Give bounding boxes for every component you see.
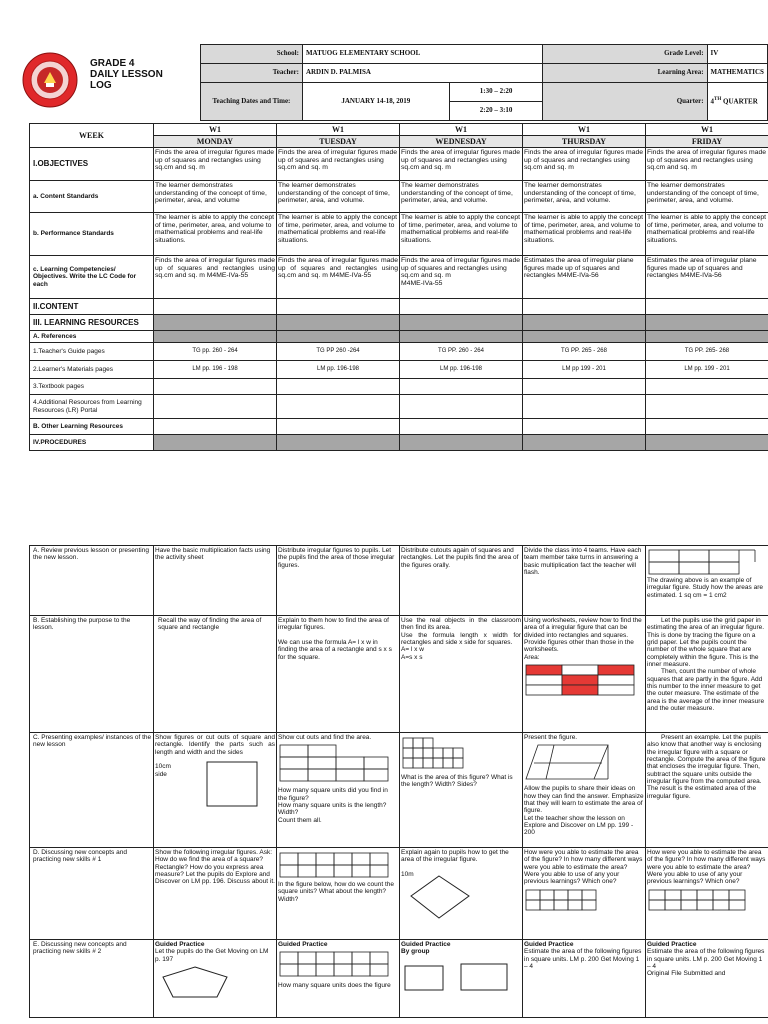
proc-c-thu-text-3: Let the teacher show the lesson on Explore and Discover on LM pp. 199 - 200 <box>524 814 634 837</box>
grade-level-label: Grade Level: <box>543 45 707 64</box>
content-wed <box>400 299 523 315</box>
proc-c-fri: Present an example. Let the pupils also know that another way is enclosing the irregular figure with a square or rectangle. Compute the area of the figure that encloses the irregular figure. Then, subtract the square units outside the irregular figure from the computed area. The result is the estimated area of the irregular figure. <box>646 733 768 848</box>
school-label: School: <box>201 45 303 64</box>
day-tuesday: TUESDAY <box>277 136 400 148</box>
proc-e-tue <box>277 940 400 1018</box>
proc-e-fri-heading: Guided Practice <box>647 941 697 948</box>
week-tue: W1 <box>277 124 400 136</box>
irregular-figure-grid <box>647 549 757 575</box>
content-std-wed: The learner demonstrates understanding of the concept of time, perimeter, area, and volume. <box>400 181 523 213</box>
proc-d-mon: Show the following irregular figures. Ask: How do we find the area of a square? Rectangle? How do you express area measure? Let the pupils do Explore and Discover on LM pp. 196. Discuss about it. <box>154 848 277 940</box>
content-thu <box>523 299 646 315</box>
lm-pages-fri: LM pp. 199 - 201 <box>646 361 768 379</box>
competency-wed <box>400 256 523 299</box>
proc-c-mon-side: side <box>155 770 167 778</box>
learning-area-label: Learning Area: <box>543 64 707 83</box>
additional-tue <box>277 395 400 419</box>
small-grid-figure <box>401 736 513 772</box>
other-mon <box>154 419 277 435</box>
proc-c-thu <box>523 733 646 848</box>
objectives-tue: Finds the area of irregular figures made up of squares and rectangles using sq.cm and sq. m <box>277 148 400 181</box>
procedures-mon <box>154 435 277 451</box>
proc-c-thu-text-2: Allow the pupils to share their ideas on how they can find the answer. Emphasize that they will learn to estimate the area of figure. <box>524 785 644 815</box>
proc-c-tue-text-1: Show cut outs and find the area. <box>278 734 372 741</box>
proc-c-tue-text-4: Count them all. <box>278 816 322 824</box>
proc-c-wed <box>400 733 523 848</box>
content-std-tue: The learner demonstrates understanding of the concept of time, perimeter, area, and volume. <box>277 181 400 213</box>
proc-c-mon <box>154 733 277 848</box>
proc-b-wed <box>400 616 523 733</box>
perf-std-wed: The learner is able to apply the concept of time, perimeter, area, and volume to mathematical problems and real-life situations. <box>400 213 523 256</box>
content-standards-label: a. Content Standards <box>30 181 154 213</box>
lesson-table <box>29 123 768 451</box>
competency-fri: Estimates the area of irregular plane figures made up of squares and rectangles M4ME-IVa-56 <box>646 256 768 299</box>
d-grid-figure <box>278 851 390 879</box>
week-label: WEEK <box>30 124 154 148</box>
proc-c-tue-text-2: How many square units did you find in the figure? <box>278 787 388 802</box>
proc-e-mon <box>154 940 277 1018</box>
tg-pages-mon: TG pp. 260 - 264 <box>154 343 277 361</box>
competency-tue: Finds the area of irregular figures made up of squares and rectangles using sq.cm and sq. m M4ME-IVa-55 <box>277 256 400 299</box>
proc-b-wed-text-3: A= l x w <box>401 646 424 654</box>
references-tue <box>277 331 400 343</box>
pentagon-figure <box>155 965 267 999</box>
objectives-fri: Finds the area of irregular figures made up of squares and rectangles using sq.cm and sq. m <box>646 148 768 181</box>
time-2: 2:20 – 3:10 <box>449 102 543 121</box>
additional-thu <box>523 395 646 419</box>
proc-a-label: A. Review previous lesson or presenting the new lesson. <box>30 546 154 616</box>
additional-fri <box>646 395 768 419</box>
proc-e-thu-text: Estimate the area of the following figures in square units. LM p. 200 Get Moving 1 – 4 <box>524 948 642 971</box>
proc-b-thu-area: Area: <box>524 653 540 661</box>
day-thursday: THURSDAY <box>523 136 646 148</box>
learning-area-value: MATHEMATICS <box>707 64 767 83</box>
content-fri <box>646 299 768 315</box>
proc-d-wed-text-2: 10m <box>401 871 414 879</box>
proc-a-fri <box>646 546 768 616</box>
other-tue <box>277 419 400 435</box>
proc-e-tue-text: How many square units does the figure <box>278 982 391 990</box>
perf-std-thu: The learner is able to apply the concept of time, perimeter, area, and volume to mathematical problems and real-life situations. <box>523 213 646 256</box>
proc-d-wed-text-1: Explain again to pupils how to get the area of the irregular figure. <box>401 849 509 864</box>
additional-wed <box>400 395 523 419</box>
title-line-2: DAILY LESSON <box>90 69 163 81</box>
proc-b-thu <box>523 616 646 733</box>
school-logo <box>22 52 78 108</box>
proc-c-tue <box>277 733 400 848</box>
references-thu <box>523 331 646 343</box>
proc-e-fri-text-2: Original File Submitted and <box>647 970 726 978</box>
additional-mon <box>154 395 277 419</box>
objectives-mon: Finds the area of irregular figures made up of squares and rectangles using sq.cm and sq. m <box>154 148 277 181</box>
header-info-table <box>200 44 768 121</box>
other-resources-label: B. Other Learning Resources <box>30 419 154 435</box>
competency-thu: Estimates the area of irregular plane figures made up of squares and rectangles M4ME-IVa-56 <box>523 256 646 299</box>
textbook-tue <box>277 379 400 395</box>
proc-b-tue-text-1: Explain to them how to find the area of irregular figures. <box>278 617 389 632</box>
lm-pages-wed: LM pp. 196-198 <box>400 361 523 379</box>
proc-b-mon: Recall the way of finding the area of square and rectangle <box>154 616 277 733</box>
day-wednesday: WEDNESDAY <box>400 136 523 148</box>
other-thu <box>523 419 646 435</box>
content-std-thu: The learner demonstrates understanding of the concept of time, perimeter, area, and volume. <box>523 181 646 213</box>
proc-b-tue <box>277 616 400 733</box>
references-mon <box>154 331 277 343</box>
proc-d-wed <box>400 848 523 940</box>
proc-d-thu <box>523 848 646 940</box>
dates-label: Teaching Dates and Time: <box>201 83 303 121</box>
resources-label: III. LEARNING RESOURCES <box>30 315 154 331</box>
other-wed <box>400 419 523 435</box>
proc-e-wed-heading: Guided Practice <box>401 941 451 948</box>
proc-d-label: D. Discussing new concepts and practicing new skills # 1 <box>30 848 154 940</box>
proc-e-thu-heading: Guided Practice <box>524 941 574 948</box>
proc-a-fri-text: The drawing above is an example of irregular figure. Study how the areas are estimated. 1 sq cm = 1 cm2 <box>647 577 763 599</box>
proc-d-tue <box>277 848 400 940</box>
grid-figure <box>278 743 390 785</box>
proc-c-mon-text: Show figures or cut outs of square and rectangle. Identify the parts such as length and width and the sides <box>155 734 275 756</box>
competency-mon: Finds the area of irregular figures made up of squares and rectangles using sq.cm and sq. m M4ME-IVa-55 <box>154 256 277 299</box>
e-grid-figure <box>278 950 390 980</box>
proc-b-fri <box>646 616 768 733</box>
proc-d-fri <box>646 848 768 940</box>
proc-c-thu-text-1: Present the figure. <box>524 734 578 741</box>
e-wed-shapes <box>401 958 513 992</box>
perf-std-mon: The learner is able to apply the concept of time, perimeter, area, and volume to mathematical problems and real-life situations. <box>154 213 277 256</box>
red-grid-figure <box>524 663 636 699</box>
performance-standards-label: b. Performance Standards <box>30 213 154 256</box>
additional-resources-label: 4.Additional Resources from Learning Resources (LR) Portal <box>30 395 154 419</box>
content-tue <box>277 299 400 315</box>
content-mon <box>154 299 277 315</box>
objectives-thu: Finds the area of irregular figures made up of squares and rectangles using sq.cm and sq. m <box>523 148 646 181</box>
proc-e-tue-heading: Guided Practice <box>278 941 328 948</box>
school-value: MATUOG ELEMENTARY SCHOOL <box>302 45 543 64</box>
proc-c-label: C. Presenting examples/ instances of the new lesson <box>30 733 154 848</box>
proc-b-wed-text-4: A=s x s <box>401 653 423 661</box>
proc-c-tue-text-3: How many square units is the length? Width? <box>278 802 387 817</box>
square-figure <box>205 760 265 810</box>
proc-a-tue: Distribute irregular figures to pupils. Let the pupils find the area of those irregular figures. <box>277 546 400 616</box>
proc-d-thu-text: How were you able to estimate the area of the figure? In how many different ways were you able to estimate the area? Were you able to use of any your previous learnings? Which one? <box>524 849 643 886</box>
procedures-wed <box>400 435 523 451</box>
week-wed: W1 <box>400 124 523 136</box>
procedures-table <box>29 545 768 1018</box>
proc-e-mon-text: Let the pupils do the Get Moving on LM p. 197 <box>155 948 269 963</box>
parallelogram-figure <box>524 743 636 783</box>
tg-pages-wed: TG PP. 260 - 264 <box>400 343 523 361</box>
proc-c-wed-text: What is the area of this figure? What is the length? Width? Sides? <box>401 774 513 789</box>
week-thu: W1 <box>523 124 646 136</box>
objectives-label: I.OBJECTIVES <box>30 148 154 181</box>
proc-b-fri-text-1: Let the pupils use the grid paper in estimating the area of an irregular figure. This is done by tracing the figure on a grid paper. Let the pupils count the number of the whole square that are completely within the figure. This is the inner measure. <box>647 617 765 669</box>
textbook-fri <box>646 379 768 395</box>
resources-tue <box>277 315 400 331</box>
proc-d-tue-text: In the figure below, how do we count the square units? What about the length? Width? <box>278 881 394 903</box>
competency-wed-code: M4ME-IVa-55 <box>401 280 443 288</box>
time-1: 1:30 – 2:20 <box>449 83 543 102</box>
resources-fri <box>646 315 768 331</box>
tg-pages-thu: TG PP. 265 - 268 <box>523 343 646 361</box>
lm-pages-thu: LM pp 199 - 201 <box>523 361 646 379</box>
references-label: A. References <box>30 331 154 343</box>
tg-pages-label: 1.Teacher's Guide pages <box>30 343 154 361</box>
procedures-fri <box>646 435 768 451</box>
d-thu-grid-figure <box>524 888 636 914</box>
proc-e-wed-text: By group <box>401 948 430 956</box>
proc-e-label: E. Discussing new concepts and practicing new skills # 2 <box>30 940 154 1018</box>
proc-e-fri-text: Estimate the area of the following figures in square units. LM p. 200 Get Moving 1 – 4 <box>647 948 765 971</box>
proc-e-wed <box>400 940 523 1018</box>
procedures-thu <box>523 435 646 451</box>
proc-b-wed-text-2: Use the formula length x width for rectangles and side x side for squares. <box>401 631 521 647</box>
resources-mon <box>154 315 277 331</box>
proc-b-fri-text-2: Then, count the number of whole squares that are partly in the figure. Add this number to the inner measure to get the outer measure. The estimate of the area is the average of the inner measure and the outer measure. <box>647 668 765 713</box>
teacher-label: Teacher: <box>201 64 303 83</box>
lm-pages-mon: LM pp. 196 - 198 <box>154 361 277 379</box>
textbook-wed <box>400 379 523 395</box>
perf-std-tue: The learner is able to apply the concept of time, perimeter, area, and volume to mathematical problems and real-life situations. <box>277 213 400 256</box>
proc-b-thu-text: Using worksheets, review how to find the area of a irregular figure that can be divided into rectangles and squares. Provide figures other than those in the worksheets. <box>524 617 642 654</box>
references-fri <box>646 331 768 343</box>
day-friday: FRIDAY <box>646 136 768 148</box>
content-label: II.CONTENT <box>30 299 154 315</box>
quarter-label: Quarter: <box>543 83 707 121</box>
lm-pages-label: 2.Learner's Materials pages <box>30 361 154 379</box>
other-fri <box>646 419 768 435</box>
tg-pages-tue: TG PP 260 -264 <box>277 343 400 361</box>
header-left <box>12 44 200 120</box>
day-monday: MONDAY <box>154 136 277 148</box>
proc-e-thu <box>523 940 646 1018</box>
proc-e-mon-heading: Guided Practice <box>155 941 205 948</box>
competencies-label: c. Learning Competencies/ Objectives. Write the LC Code for each <box>30 256 154 299</box>
proc-a-thu: Divide the class into 4 teams. Have each team member take turns in answering a basic multiplication fact the teacher will flash. <box>523 546 646 616</box>
textbook-mon <box>154 379 277 395</box>
title-line-3: LOG <box>90 80 112 92</box>
d-fri-grid-figure <box>647 888 759 914</box>
proc-d-fri-text: How were you able to estimate the area of the figure? In how many different ways were you able to estimate the area? Were you able to use of any your previous learnings? Which one? <box>647 849 766 886</box>
grade-level-value: IV <box>707 45 767 64</box>
objectives-wed: Finds the area of irregular figures made up of squares and rectangles using sq.cm and sq. m <box>400 148 523 181</box>
dates-value: JANUARY 14-18, 2019 <box>302 83 449 121</box>
procedures-tue <box>277 435 400 451</box>
quarter-value: 4TH QUARTER <box>707 83 767 121</box>
proc-c-mon-10cm: 10cm <box>155 763 171 771</box>
diamond-figure <box>401 874 513 920</box>
references-wed <box>400 331 523 343</box>
proc-b-wed-text-1: Use the real objects in the classroom then find its area. <box>401 617 521 632</box>
tg-pages-fri: TG PP. 265- 268 <box>646 343 768 361</box>
textbook-thu <box>523 379 646 395</box>
title-line-1: GRADE 4 <box>90 58 135 69</box>
content-std-mon: The learner demonstrates understanding of the concept of time, perimeter, area, and volume <box>154 181 277 213</box>
textbook-label: 3.Textbook pages <box>30 379 154 395</box>
perf-std-fri: The learner is able to apply the concept of time, perimeter, area, and volume to mathematical problems and real-life situations. <box>646 213 768 256</box>
week-fri: W1 <box>646 124 768 136</box>
proc-a-wed: Distribute cutouts again of squares and rectangles. Let the pupils find the area of the figures orally. <box>400 546 523 616</box>
document-title <box>90 58 163 92</box>
teacher-value: ARDIN D. PALMISA <box>302 64 543 83</box>
week-mon: W1 <box>154 124 277 136</box>
proc-a-mon: Have the basic multiplication facts using the activity sheet <box>154 546 277 616</box>
competency-wed-text: Finds the area of irregular figures made up of squares and rectangles using sq.cm and sq. m <box>401 257 521 280</box>
resources-wed <box>400 315 523 331</box>
proc-e-fri <box>646 940 768 1018</box>
procedures-label: IV.PROCEDURES <box>30 435 154 451</box>
lm-pages-tue: LM pp. 196-198 <box>277 361 400 379</box>
proc-b-label: B. Establishing the purpose to the lesson. <box>30 616 154 733</box>
resources-thu <box>523 315 646 331</box>
proc-b-tue-text-2: We can use the formula A= l x w in finding the area of a rectangle and s x s for the square. <box>278 639 392 661</box>
content-std-fri: The learner demonstrates understanding of the concept of time, perimeter, area, and volume. <box>646 181 768 213</box>
